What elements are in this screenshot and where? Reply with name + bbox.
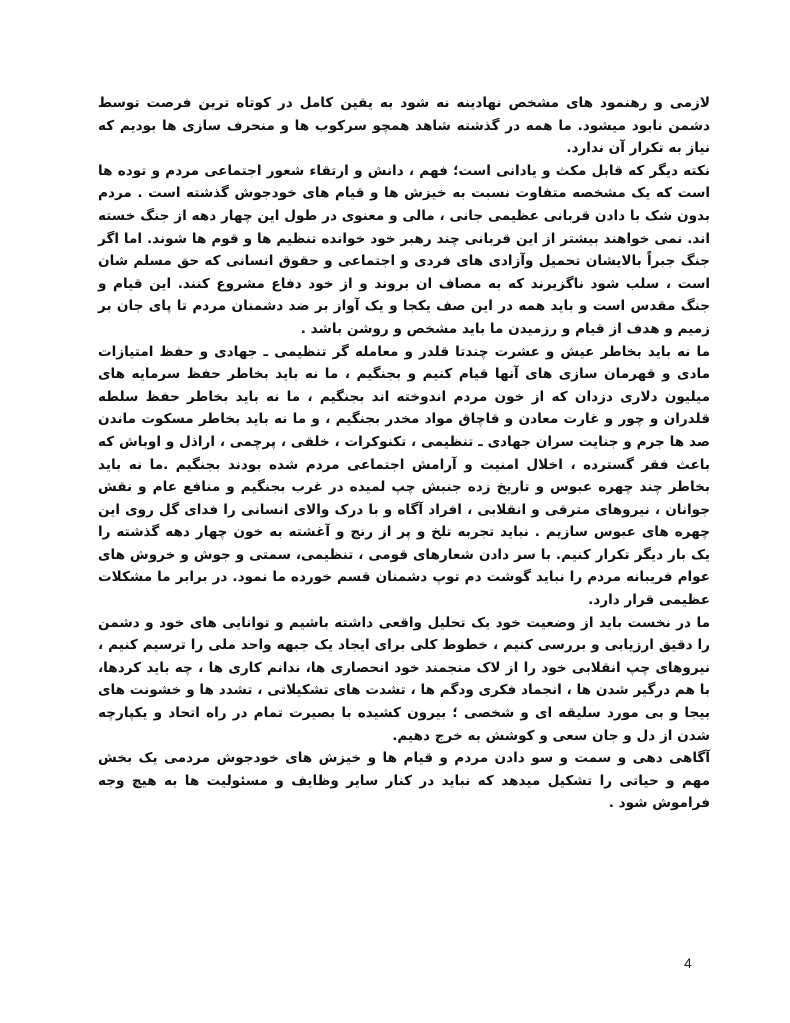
paragraph-3: ما نه باید بخاطر عیش و عشرت چندتا قلدر و معامله گر تنظیمی ـ جهادی و حفظ امتیازات مادی و قهرمان سازی های آنها قیام کنیم و بجنگیم ، ما نه باید بخاطر حفظ سرمایه های میلیون دلاری دزدان که از خون مردم اندوخته اند بجنگیم ، ما نه باید بخاطر حفظ سلطه قلدران و چور و غارت معادن و قاچاق مواد مخدر بجنگیم ، و ما نه باید بخاطر مسکوت ماندن صد ها جرم و جنایت سران جهادی ـ تنظیمی ، تکنوکرات ، خلقی ، پرچمی ، اراذل و اوباش که باعث فقر گسترده ، اخلال امنیت و آرامش اجتماعی مردم شده بودند بجنگیم .ما نه باید بخاطر چند چهره عبوس و تاریخ زده جنبش چپ لمیده در غرب بجنگیم و منافع عام و نقش جوانان ، نیروهای مترقی و انقلابی ، افراد آگاه و با درک والای انسانی را فدای گل روی این چهره های عبوس سازیم . نباید تجربه تلخ و پر از رنج و آغشته به خون چهار دهه گذشته را یک بار دیگر تکرار کنیم. با سر دادن شعارهای قومی ، تنظیمی، سمتی و جوش و خروش های عوام فریبانه مردم را نباید گوشت دم توپ دشمنان قسم خورده ما نمود. در برابر ما مشکلات عظیمی قرار دارد. [98, 343, 710, 609]
paragraph-1: لازمی و رهنمود های مشخص نهادینه نه شود به یقین کامل در کوتاه ترین فرصت توسط دشمن نابود میشود. ما همه در گذشته شاهد همچو سرکوب ها و منحرف سازی ها بودیم که نیاز به تکرار آن ندارد. [98, 95, 710, 157]
paragraph-2: نکته دیگر که قابل مکث و یادانی است؛ فهم ، دانش و ارتقاء شعور اجتماعی مردم و توده ها است که یک مشخصه متفاوت نسبت به خیزش ها و قیام های خودجوش گذشته است . مردم بدون شک با دادن قربانی عظیمی جانی ، مالی و معنوی در طول این چهار دهه از جنگ خسته اند. نمی خواهند بیشتر از این قربانی چند رهبر خود خوانده تنظیم ها و قوم ها شوند. اما اگر جنگ جبراً بالایشان تحمیل وآزادی های فردی و اجتماعی و حقوق انسانی که حق مسلم شان است ، سلب شود ناگزیرند که به مصاف ان بروند و از خود دفاع مشروع کنند. این قیام و جنگ مقدس است و باید همه در این صف یکجا و یک آواز بر ضد دشمنان مردم تا پای جان بر زمیم و هدف از قیام و رزمیدن ما باید مشخص و روشن باشد . [98, 162, 710, 337]
paragraph-5: آگاهی دهی و سمت و سو دادن مردم و قیام ها و خیزش های خودجوش مردمی یک بخش مهم و حیاتی را تشکیل میدهد که نباید در کنار سایر وظایف و مسئولیت ها به هیچ وجه فراموش شود . [98, 750, 710, 812]
body-text [98, 92, 710, 815]
page-number: 4 [684, 955, 692, 971]
paragraph-4: ما در نخست باید از وضعیت خود یک تحلیل واقعی داشته باشیم و توانایی های خود و دشمن را دقیق ارزیابی و بررسی کنیم ، خطوط کلی برای ایجاد یک جبهه واحد ملی را ترسیم کنیم ، نیروهای چپ انقلابی خود را از لاک منجمند خود انحصاری ها، ندانم کاری ها ، چه باید کردها، با هم درگیر شدن ها ، انجماد فکری ودگم ها ، تشدت های تشکیلاتی ، تشدد ها و خشونت های بیجا و بی مورد سلیقه ای و شخصی ؛ بیرون کشیده با بصیرت تمام در راه اتحاد و یکپارچه شدن از دل و جان سعی و کوشش به خرج دهیم. [98, 614, 710, 744]
